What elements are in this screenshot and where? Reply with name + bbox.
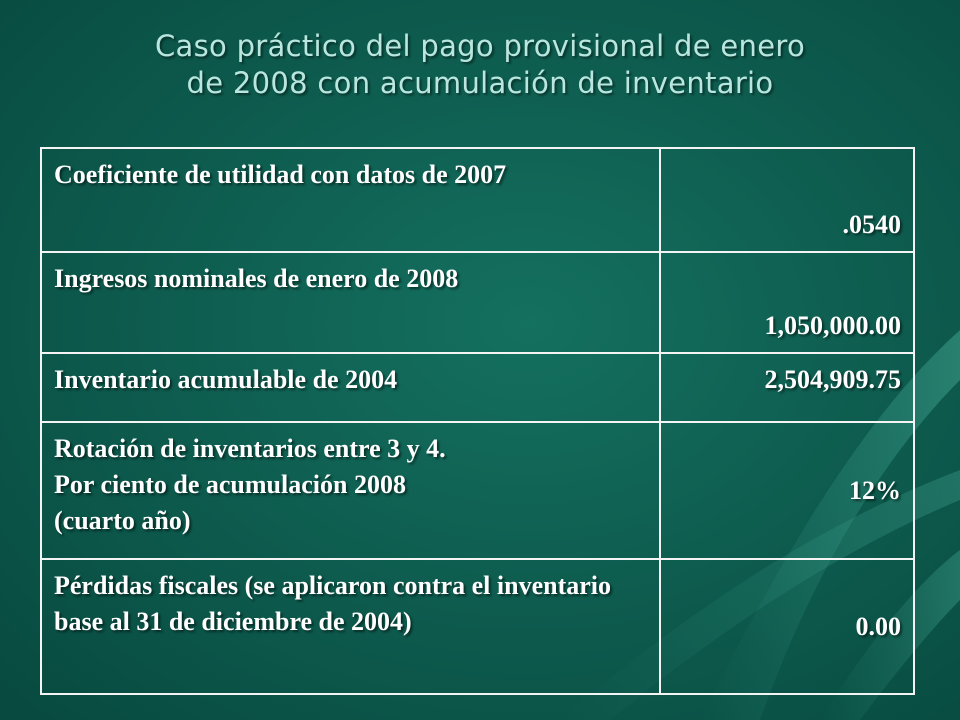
table-row-rotacion bbox=[41, 422, 914, 559]
row-value-perdidas: 0.00 bbox=[660, 559, 914, 694]
row-value-inventario: 2,504,909.75 bbox=[660, 353, 914, 422]
row-label-rotacion-line-3: (cuarto año) bbox=[54, 506, 191, 535]
row-label-rotacion-line-1: Rotación de inventarios entre 3 y 4. bbox=[54, 434, 446, 463]
slide-title bbox=[0, 28, 960, 102]
row-label-rotacion bbox=[41, 422, 660, 559]
row-label-inventario: Inventario acumulable de 2004 bbox=[41, 353, 660, 422]
table-row-coeficiente bbox=[41, 148, 914, 252]
row-label-rotacion-line-2: Por ciento de acumulación 2008 bbox=[54, 470, 406, 499]
row-label-ingresos: Ingresos nominales de enero de 2008 bbox=[41, 252, 660, 353]
row-value-rotacion: 12% bbox=[660, 422, 914, 559]
row-value-coeficiente: .0540 bbox=[660, 148, 914, 252]
data-table bbox=[40, 147, 915, 695]
table-row-perdidas bbox=[41, 559, 914, 694]
table-row-ingresos bbox=[41, 252, 914, 353]
row-label-perdidas: Pérdidas fiscales (se aplicaron contra el inventario base al 31 de diciembre de 2004) bbox=[41, 559, 660, 694]
row-value-ingresos: 1,050,000.00 bbox=[660, 252, 914, 353]
table-row-inventario bbox=[41, 353, 914, 422]
row-label-coeficiente: Coeficiente de utilidad con datos de 2007 bbox=[41, 148, 660, 252]
slide-title-line-1: Caso práctico del pago provisional de enero bbox=[155, 29, 805, 63]
slide-title-line-2: de 2008 con acumulación de inventario bbox=[186, 66, 774, 100]
